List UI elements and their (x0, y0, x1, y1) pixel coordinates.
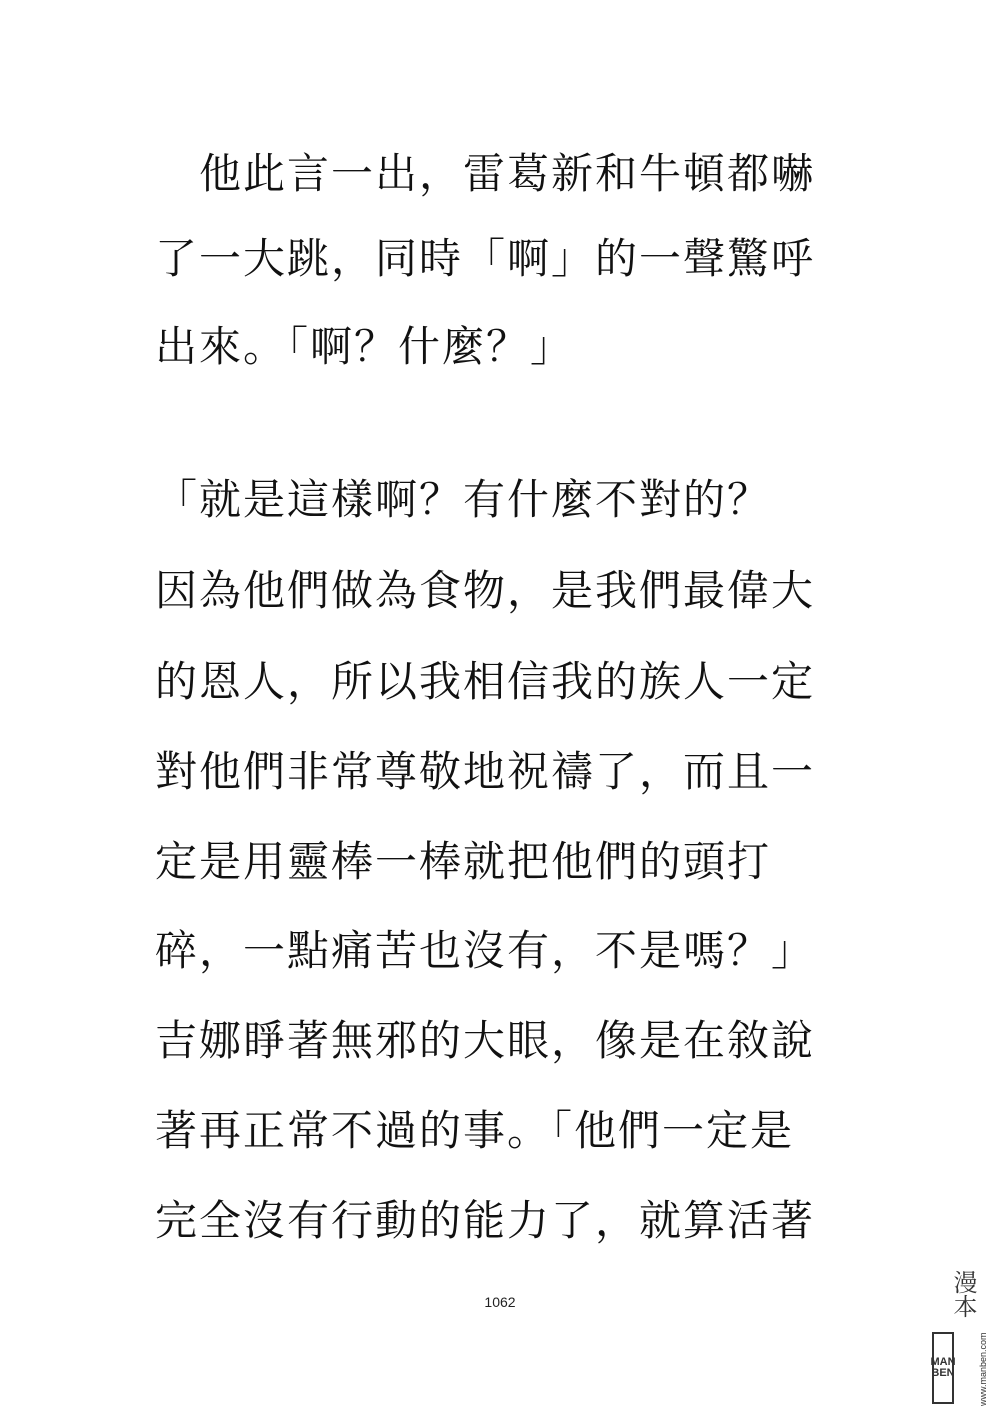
text-line: 因為他們做為食物，是我們最偉大 (155, 566, 816, 615)
watermark-box-top: MAN (930, 1356, 956, 1368)
watermark-logo (932, 1270, 992, 1406)
text-line: 的恩人，所以我相信我的族人一定 (155, 657, 816, 706)
text-line: 了一大跳，同時「啊」的一聲驚呼 (155, 234, 816, 283)
watermark-box (932, 1332, 954, 1404)
text-line: 完全沒有行動的能力了，就算活著 (155, 1196, 816, 1245)
text-line: 著再正常不過的事。「他們一定是 (155, 1106, 795, 1155)
watermark-box-bottom: BEN (931, 1367, 955, 1379)
watermark-glyph: 漫本 (949, 1270, 977, 1318)
watermark-url: www.manben.com (978, 1332, 988, 1406)
text-line: 他此言一出，雷葛新和牛頓都嚇 (155, 149, 816, 198)
text-line: 吉娜睜著無邪的大眼，像是在敘說 (155, 1016, 816, 1065)
text-line: 出來。「啊？什麼？」 (155, 322, 575, 371)
text-line: 定是用靈棒一棒就把他們的頭打 (155, 837, 772, 886)
page-number: 1062 (484, 1294, 516, 1310)
text-line: 碎，一點痛苦也沒有，不是嗎？」 (155, 926, 816, 975)
text-line: 「就是這樣啊？有什麼不對的？ (155, 475, 772, 524)
text-line: 對他們非常尊敬地祝禱了，而且一 (155, 747, 816, 796)
